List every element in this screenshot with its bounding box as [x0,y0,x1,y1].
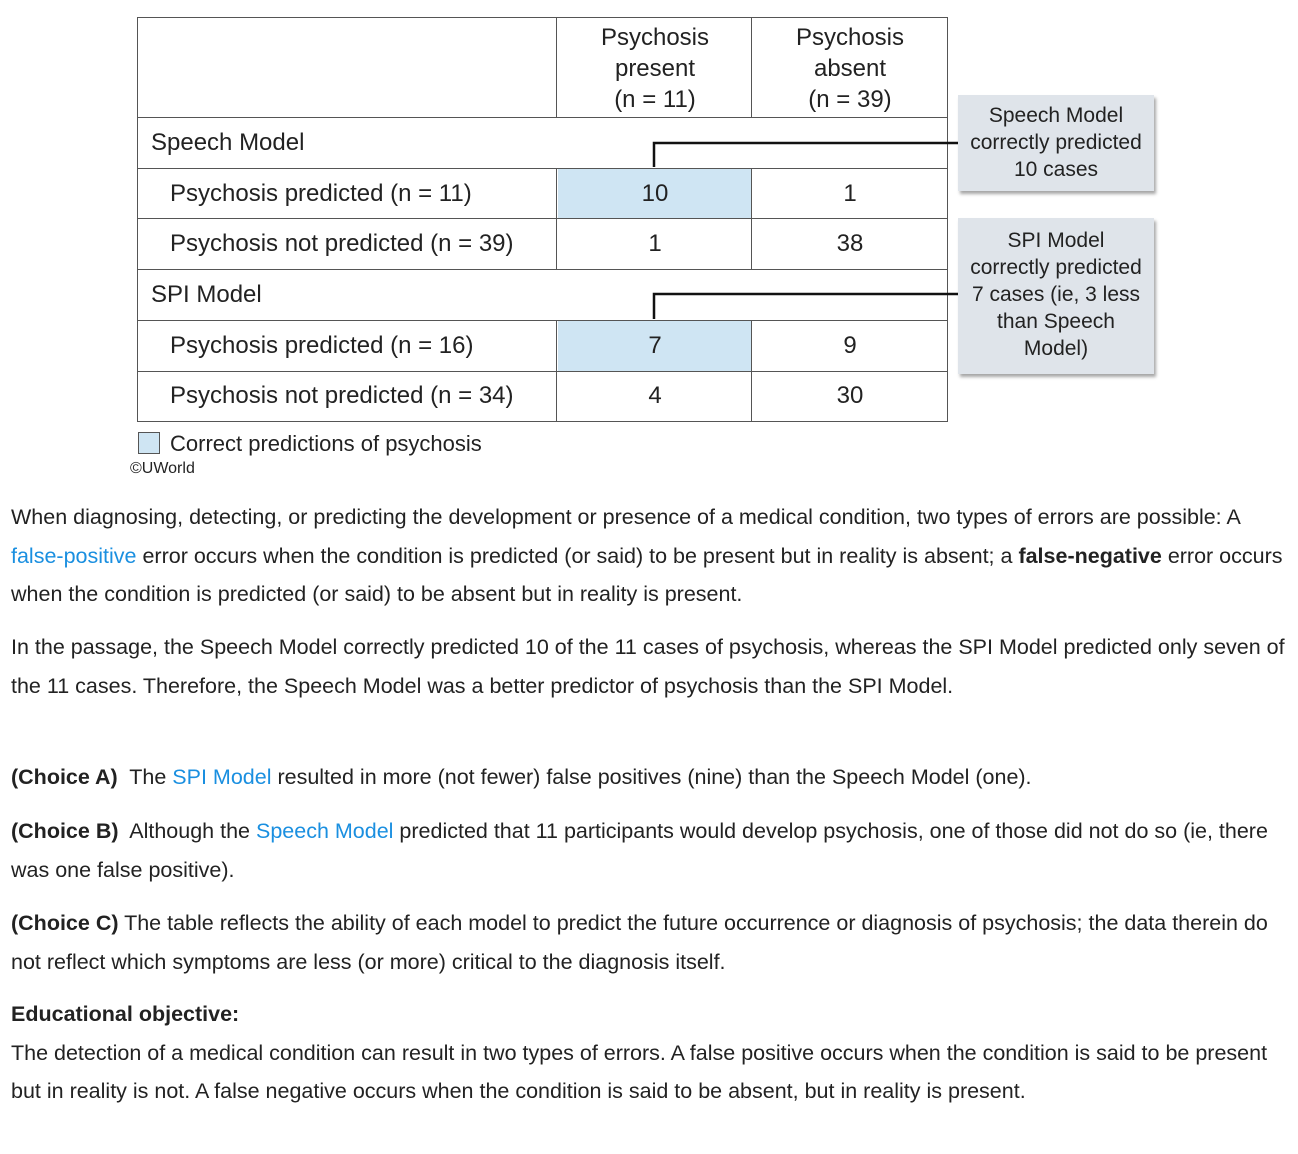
spi-model-title: SPI Model [151,281,262,308]
objective-text: The detection of a medical condition can result in two types of errors. A false positive occurs when the condition is said to be present but in reality is not. A false negative occurs when the condition is said to be absent, but in reality is present. [11,1040,1268,1103]
false-negative-term: false-negative [1018,543,1162,568]
paragraph-errors [11,498,1291,614]
header-line: (n = 39) [808,86,892,113]
header-line: (n = 11) [614,86,696,113]
choice-b [11,812,1291,889]
speech-not-predicted-present: 1 [648,230,662,257]
callout-line: Speech Model [988,104,1124,127]
callout-speech-model [958,95,1154,191]
header-line: Psychosis [795,24,905,51]
spi-predicted-absent: 9 [843,332,857,359]
text: resulted in more (not fewer) false positives (nine) than the Speech Model (one). [271,765,1032,789]
callout-line: 10 cases [1013,158,1099,181]
choice-label: (Choice A) [11,765,118,789]
header-line: Psychosis [600,24,710,51]
spi-predicted-present: 7 [648,332,662,359]
educational-objective [11,995,1291,1111]
speech-predicted-present: 10 [641,180,669,207]
paragraph-comparison: In the passage, the Speech Model correctly predicted 10 of the 11 cases of psychosis, whereas the SPI Model predicted only seven of the 11 cases. Therefore, the Speech Model was a better predictor of psychosis than the SPI Model. [11,635,1285,698]
speech-connector-line [654,143,960,167]
callout-line: 7 cases (ie, 3 less [971,283,1141,306]
figure [0,0,1298,490]
false-positive-link[interactable]: false-positive [11,543,137,568]
legend-swatch [138,432,160,454]
callout-line: SPI Model [1007,229,1105,252]
text: The table reflects the ability of each model to predict the future occurrence or diagnosis of psychosis; the data therein do not reflect which symptoms are less (or more) critical to the diagnosis itself. [11,911,1268,974]
spi-not-predicted-absent: 30 [836,382,864,409]
header-line: absent [813,55,887,82]
speech-not-predicted-label: Psychosis not predicted (n = 39) [170,230,514,257]
callout-line: than Speech [997,310,1115,333]
speech-not-predicted-absent: 38 [836,230,864,257]
spi-not-predicted-present: 4 [648,382,662,409]
legend-label: Correct predictions of psychosis [170,431,482,456]
text: predicted that 11 participants would develop psychosis, one of those did not do so (ie, there was one false positive). [11,819,1268,882]
speech-model-link[interactable]: Speech Model [255,819,394,843]
speech-predicted-label: Psychosis predicted (n = 11) [170,180,472,207]
text: The [117,765,173,789]
text: When diagnosing, detecting, or predicting the development or presence of a medical condition, two types of errors are possible: A [11,505,1240,529]
spi-not-predicted-label: Psychosis not predicted (n = 34) [170,382,514,409]
text: Although the [118,819,256,843]
choice-a [11,758,1291,797]
spi-connector-line [654,294,960,319]
speech-predicted-absent: 1 [843,180,857,207]
text: error occurs when the condition is predicted (or said) to be present but in reality is absent; a [136,543,1019,568]
callout-line: correctly predicted [970,131,1142,154]
choice-label: (Choice B) [11,819,119,843]
spi-model-link[interactable]: SPI Model [172,765,272,789]
callout-line: correctly predicted [970,256,1142,279]
spi-predicted-label: Psychosis predicted (n = 16) [170,332,474,359]
objective-title: Educational objective: [11,1002,240,1026]
choice-c [11,904,1291,981]
choice-label: (Choice C) [11,911,119,935]
callout-spi-model [958,218,1154,374]
copyright: ©UWorld [130,460,195,477]
callout-line: Model) [1023,337,1089,360]
header-line: present [614,55,696,82]
text: error occurs when the condition is predicted (or said) to be absent but in reality is present. [11,543,1283,606]
speech-model-title: Speech Model [151,129,305,156]
